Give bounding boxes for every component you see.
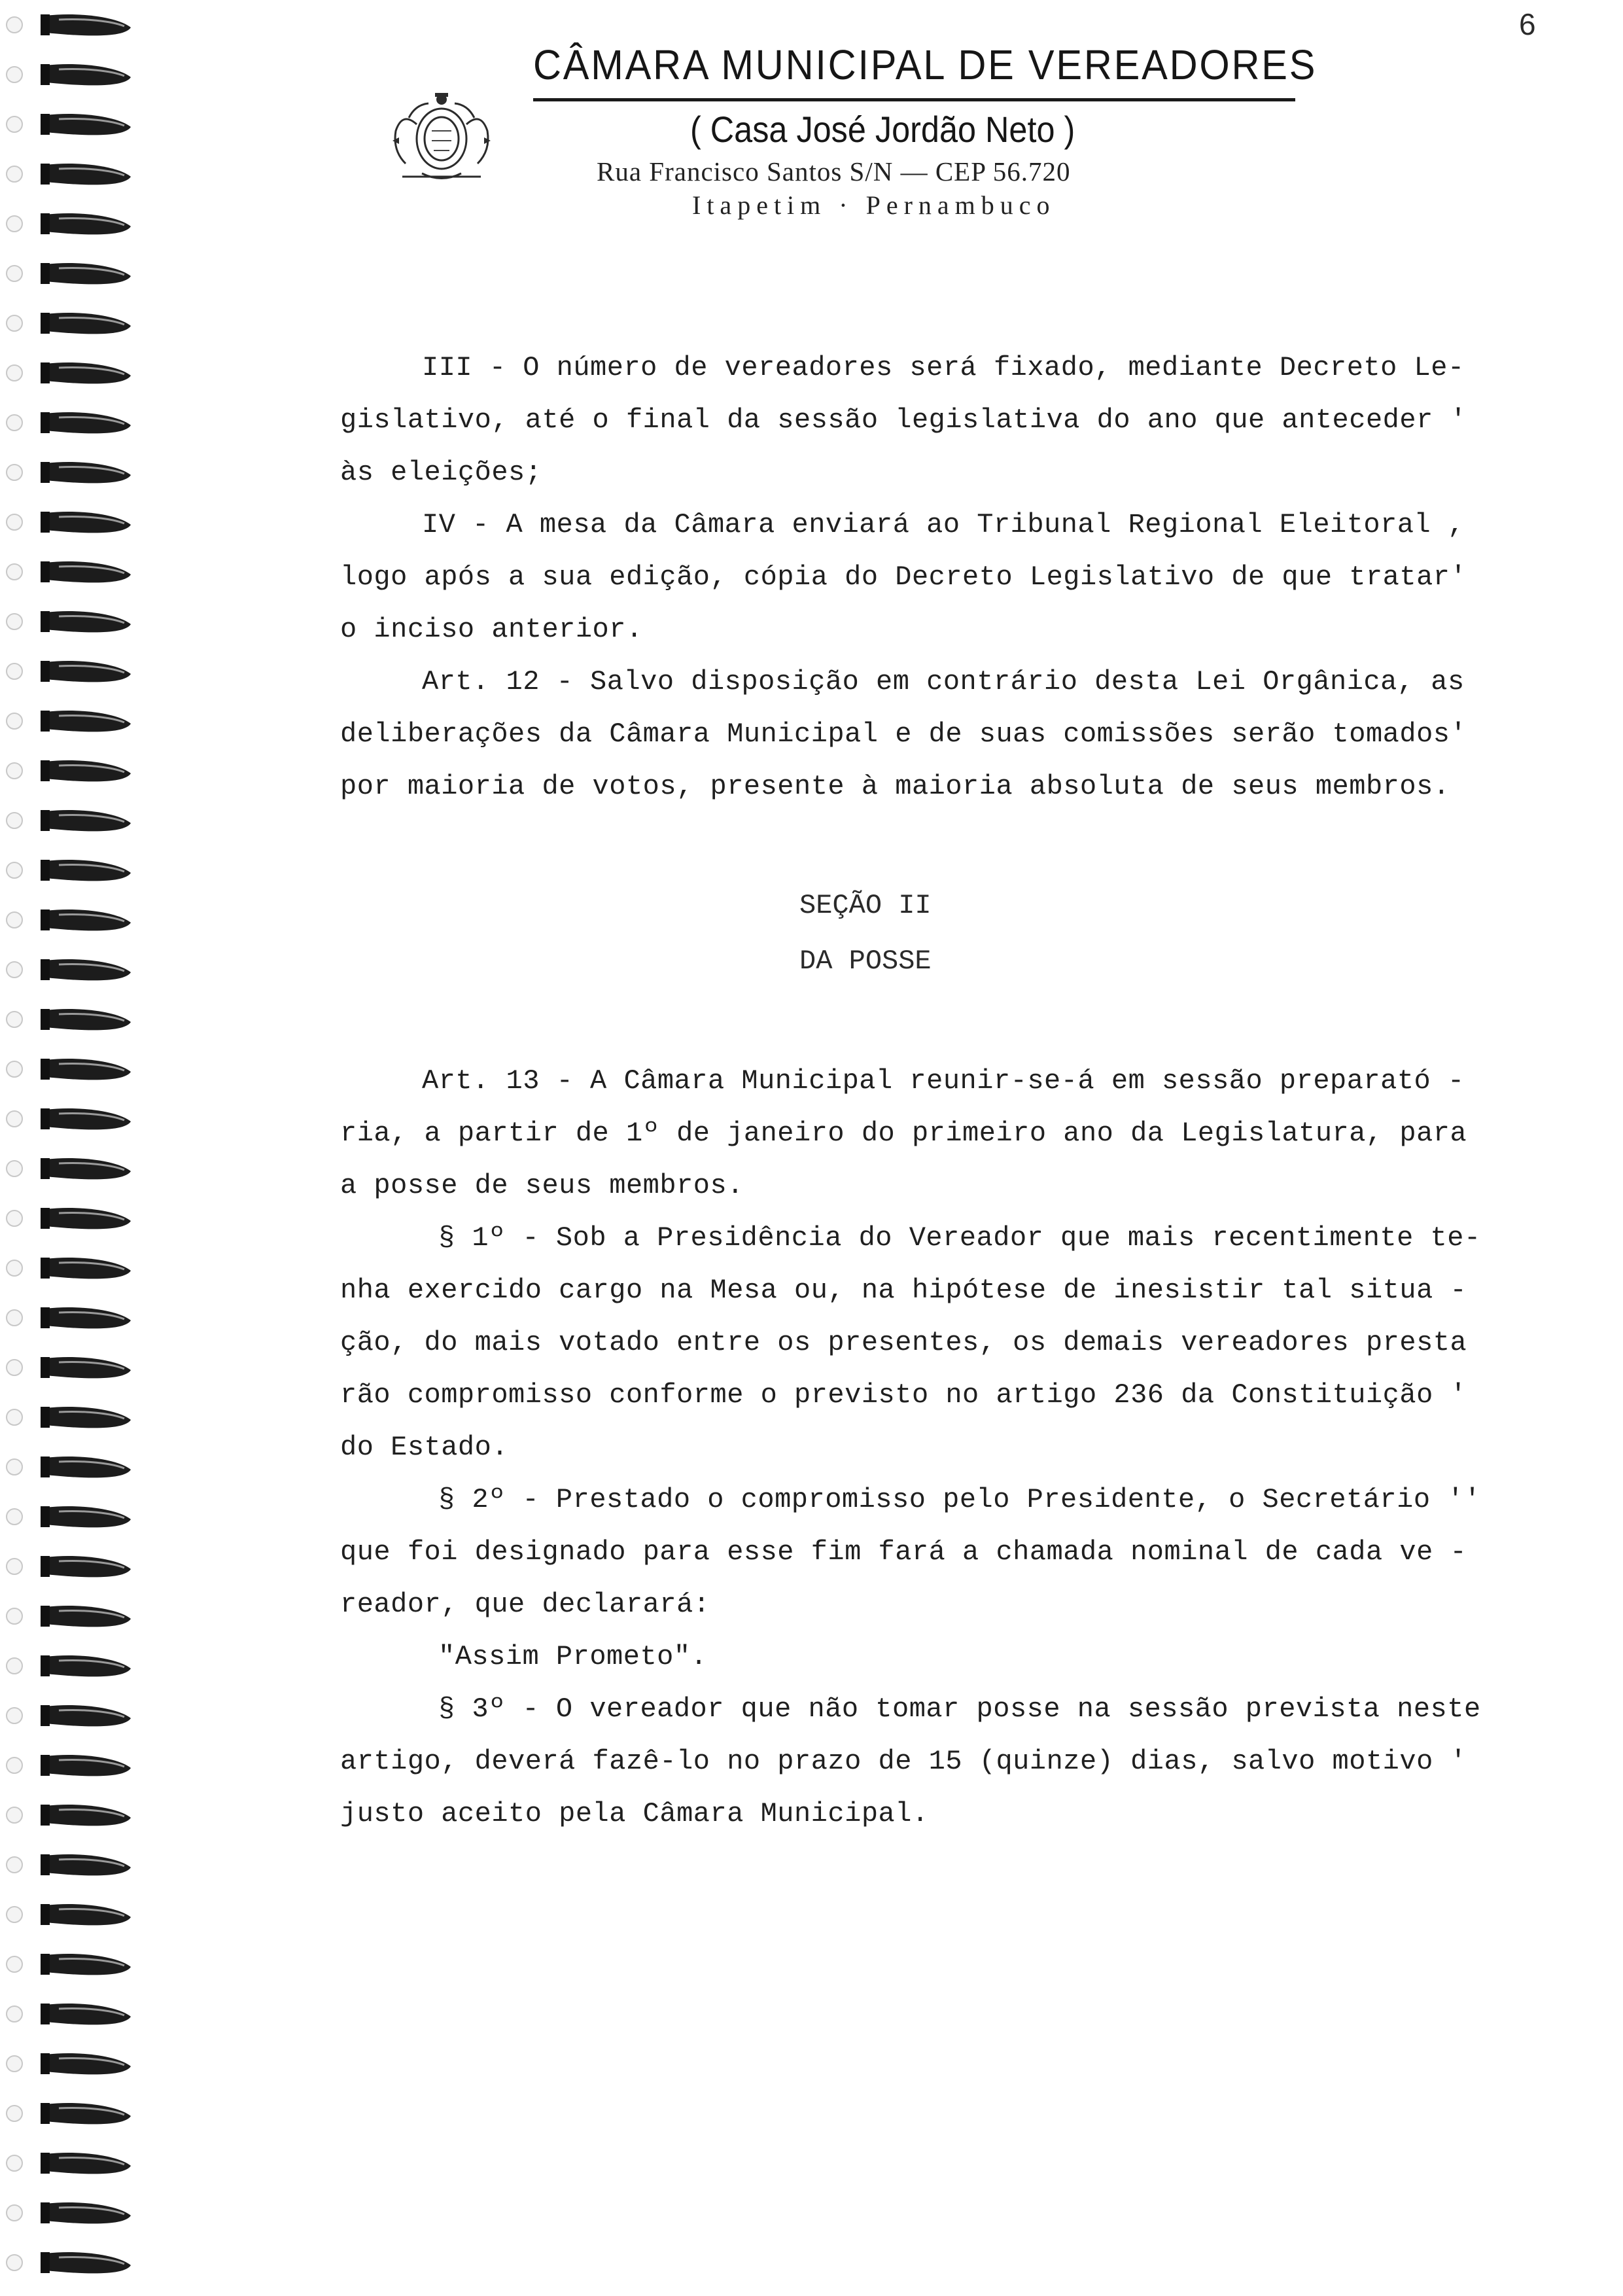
binding-hole xyxy=(7,663,22,679)
binding-wire-post xyxy=(41,2252,50,2273)
text-line: III - O número de vereadores será fixado, mediante Decreto Le- xyxy=(422,352,1465,383)
binding-hole xyxy=(7,1210,22,1226)
text-line: rão compromisso conforme o previsto no artigo 236 da Constituição ' xyxy=(340,1379,1467,1411)
binding-hole xyxy=(7,1360,22,1375)
binding-hole xyxy=(7,17,22,33)
binding-wire-post xyxy=(41,1705,50,1726)
binding-hole xyxy=(7,763,22,779)
binding-hole xyxy=(7,1956,22,1972)
binding-wire-post xyxy=(41,1108,50,1129)
section-number: SEÇÃO II xyxy=(799,890,932,921)
binding-hole xyxy=(7,415,22,431)
text-line: nha exercido cargo na Mesa ou, na hipótese de inesistir tal situa - xyxy=(340,1275,1467,1306)
page-number: 6 xyxy=(1519,7,1536,41)
header-subtitle: ( Casa José Jordão Neto ) xyxy=(690,109,1075,150)
binding-hole xyxy=(7,216,22,232)
binding-wire-post xyxy=(41,860,50,881)
header-divider xyxy=(533,98,1295,101)
text-line: justo aceito pela Câmara Municipal. xyxy=(340,1798,929,1829)
binding-hole xyxy=(7,1907,22,1922)
binding-hole xyxy=(7,67,22,82)
binding-wire-post xyxy=(41,910,50,930)
binding-wire-post xyxy=(41,1457,50,1477)
text-line: ria, a partir de 1º de janeiro do primeiro ano da Legislatura, para xyxy=(340,1118,1467,1149)
text-line: artigo, deverá fazê-lo no prazo de 15 (quinze) dias, salvo motivo ' xyxy=(340,1746,1467,1777)
binding-hole xyxy=(7,1012,22,1027)
header-title: CÂMARA MUNICIPAL DE VEREADORES xyxy=(533,41,1318,88)
binding-hole xyxy=(7,1658,22,1674)
binding-wire-post xyxy=(41,2153,50,2174)
binding-wire-post xyxy=(41,810,50,831)
binding-wire-post xyxy=(41,1854,50,1875)
text-line: logo após a sua edição, cópia do Decreto Legislativo de que tratar' xyxy=(340,561,1467,593)
binding-hole xyxy=(7,1608,22,1624)
text-line: às eleições; xyxy=(340,457,542,488)
binding-wire-post xyxy=(41,362,50,383)
binding-wire-post xyxy=(41,313,50,334)
binding-wire-post xyxy=(41,2202,50,2223)
binding-wire-post xyxy=(41,213,50,234)
binding-wire-post xyxy=(41,64,50,85)
text-line: a posse de seus membros. xyxy=(340,1170,744,1201)
binding-wire-post xyxy=(41,1655,50,1676)
binding-hole xyxy=(7,1161,22,1176)
binding-hole xyxy=(7,614,22,629)
binding-wire-post xyxy=(41,661,50,682)
binding-hole xyxy=(7,2106,22,2121)
text-line: ção, do mais votado entre os presentes, os demais vereadores presta xyxy=(340,1327,1467,1358)
text-line: § 1º - Sob a Presidência do Vereador que mais recentimente te- xyxy=(438,1222,1481,1254)
binding-wire-post xyxy=(41,1506,50,1527)
binding-hole xyxy=(7,1708,22,1723)
binding-hole xyxy=(7,862,22,878)
binding-wire-post xyxy=(41,1357,50,1378)
coat-of-arms-icon xyxy=(376,85,507,190)
binding-wire-post xyxy=(41,2053,50,2074)
header-address: Rua Francisco Santos S/N — CEP 56.720 xyxy=(597,156,1071,186)
binding-wire-post xyxy=(41,412,50,433)
text-line: o inciso anterior. xyxy=(340,614,643,645)
text-line: que foi designado para esse fim fará a chamada nominal de cada ve - xyxy=(340,1536,1467,1568)
binding-wire-post xyxy=(41,1158,50,1179)
text-line: do Estado. xyxy=(340,1432,509,1463)
binding-hole xyxy=(7,1509,22,1525)
binding-hole xyxy=(7,1857,22,1873)
binding-wire-post xyxy=(41,114,50,135)
binding-hole xyxy=(7,912,22,928)
binding-hole xyxy=(7,116,22,132)
binding-hole xyxy=(7,465,22,480)
binding-wire-post xyxy=(41,164,50,185)
binding-wire-post xyxy=(41,1606,50,1627)
binding-wire-post xyxy=(41,1805,50,1826)
binding-wire-post xyxy=(41,263,50,284)
binding-wire-post xyxy=(41,1307,50,1328)
binding-wire-post xyxy=(41,1954,50,1975)
binding-hole xyxy=(7,1459,22,1475)
binding-hole xyxy=(7,713,22,729)
binding-hole xyxy=(7,1061,22,1077)
binding-hole xyxy=(7,315,22,331)
binding-hole xyxy=(7,514,22,530)
binding-wire-post xyxy=(41,1208,50,1229)
text-line: "Assim Prometo". xyxy=(438,1641,708,1672)
text-line: § 3º - O vereador que não tomar posse na sessão prevista neste xyxy=(438,1693,1481,1725)
binding-wire-post xyxy=(41,1904,50,1925)
binding-wire-post xyxy=(41,2103,50,2124)
binding-wire-post xyxy=(41,14,50,35)
binding-wire-post xyxy=(41,462,50,483)
binding-hole xyxy=(7,1310,22,1326)
binding-hole xyxy=(7,1757,22,1773)
binding-wire-post xyxy=(41,611,50,632)
binding-hole xyxy=(7,564,22,580)
text-line: § 2º - Prestado o compromisso pelo Presidente, o Secretário '' xyxy=(438,1484,1481,1515)
section-title: DA POSSE xyxy=(799,945,932,977)
binding-hole xyxy=(7,2056,22,2072)
binding-hole xyxy=(7,2006,22,2022)
text-line: deliberações da Câmara Municipal e de suas comissões serão tomados' xyxy=(340,718,1467,750)
binding-hole xyxy=(7,166,22,182)
binding-hole xyxy=(7,1807,22,1823)
binding-hole xyxy=(7,1111,22,1127)
binding-hole xyxy=(7,813,22,828)
binding-hole xyxy=(7,266,22,281)
binding-wire-post xyxy=(41,1407,50,1428)
binding-hole xyxy=(7,2255,22,2270)
binding-wire-post xyxy=(41,711,50,732)
text-line: gislativo, até o final da sessão legislativa do ano que anteceder ' xyxy=(340,404,1467,436)
spiral-binding xyxy=(0,0,150,2296)
binding-wire-post xyxy=(41,512,50,533)
binding-hole xyxy=(7,1260,22,1276)
binding-wire-post xyxy=(41,1059,50,1080)
binding-hole xyxy=(7,365,22,381)
header-city: Itapetim · Pernambuco xyxy=(692,190,1056,220)
binding-hole xyxy=(7,1559,22,1574)
text-line: IV - A mesa da Câmara enviará ao Tribunal Regional Eleitoral , xyxy=(422,509,1465,540)
binding-wire-post xyxy=(41,1755,50,1776)
binding-wire-post xyxy=(41,959,50,980)
binding-hole xyxy=(7,1409,22,1425)
binding-hole xyxy=(7,2155,22,2171)
text-line: Art. 13 - A Câmara Municipal reunir-se-á em sessão preparató - xyxy=(422,1065,1465,1097)
binding-hole xyxy=(7,962,22,978)
text-line: por maioria de votos, presente à maioria absoluta de seus membros. xyxy=(340,771,1450,802)
text-line: Art. 12 - Salvo disposição em contrário desta Lei Orgânica, as xyxy=(422,666,1465,698)
binding-wire-post xyxy=(41,1009,50,1030)
text-line: reador, que declarará: xyxy=(340,1589,710,1620)
binding-wire-post xyxy=(41,2004,50,2024)
binding-wire-post xyxy=(41,760,50,781)
binding-wire-post xyxy=(41,561,50,582)
binding-hole xyxy=(7,2205,22,2221)
binding-wire-post xyxy=(41,1258,50,1279)
binding-wire-post xyxy=(41,1556,50,1577)
